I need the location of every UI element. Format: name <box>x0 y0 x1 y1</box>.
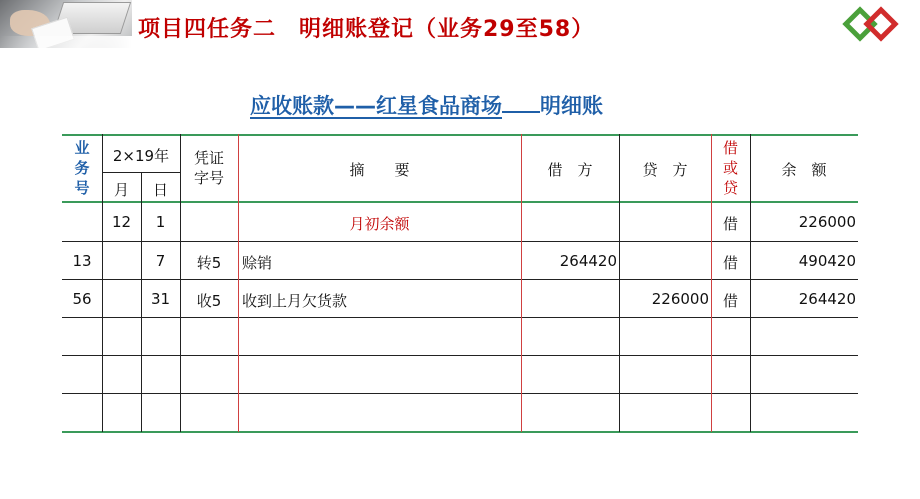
diamond-logo-icon <box>840 2 902 46</box>
cell-balance: 226000 <box>798 213 856 231</box>
cell-summary: 赊销 <box>242 254 273 272</box>
cell-summary: 收到上月欠货款 <box>242 292 348 310</box>
col-credit-header: 贷 方 <box>642 161 688 179</box>
col-day-header: 日 <box>152 181 168 199</box>
col-voucher-header: 凭证 字号 <box>193 149 224 187</box>
cell-direction: 借 <box>722 215 738 233</box>
col-balance-header: 余 额 <box>781 161 827 179</box>
cell-direction: 借 <box>722 292 738 310</box>
col-debit-header: 借 方 <box>547 161 593 179</box>
cell-biz-no: 56 <box>72 290 92 308</box>
col-direction-header: 借 或 贷 <box>722 139 738 197</box>
cell-credit: 226000 <box>651 290 709 308</box>
ledger-title-suffix: 明细账 <box>540 94 603 118</box>
cell-day: 1 <box>155 213 166 231</box>
cell-balance: 264420 <box>798 290 856 308</box>
col-biz-no-header: 业 务 号 <box>74 139 90 197</box>
col-summary-header: 摘 要 <box>349 161 410 179</box>
col-month-header: 月 <box>113 181 129 199</box>
cell-summary: 月初余额 <box>349 215 410 233</box>
cell-day: 7 <box>155 252 166 270</box>
cell-debit: 264420 <box>559 252 617 270</box>
header-photo <box>0 0 132 48</box>
cell-day: 31 <box>150 290 171 308</box>
col-year-header: 2×19年 <box>112 147 170 165</box>
cell-biz-no: 13 <box>72 252 92 270</box>
cell-voucher: 收5 <box>196 292 222 310</box>
cell-month: 12 <box>111 213 132 231</box>
cell-voucher: 转5 <box>196 254 222 272</box>
ledger-title <box>250 90 603 120</box>
ledger-title-main: 应收账款——红星食品商场 <box>250 94 502 118</box>
cell-direction: 借 <box>722 254 738 272</box>
slide-title: 项目四任务二 明细账登记（业务29至58） <box>138 17 595 42</box>
ledger-title-blank <box>502 93 540 113</box>
cell-balance: 490420 <box>798 252 856 270</box>
